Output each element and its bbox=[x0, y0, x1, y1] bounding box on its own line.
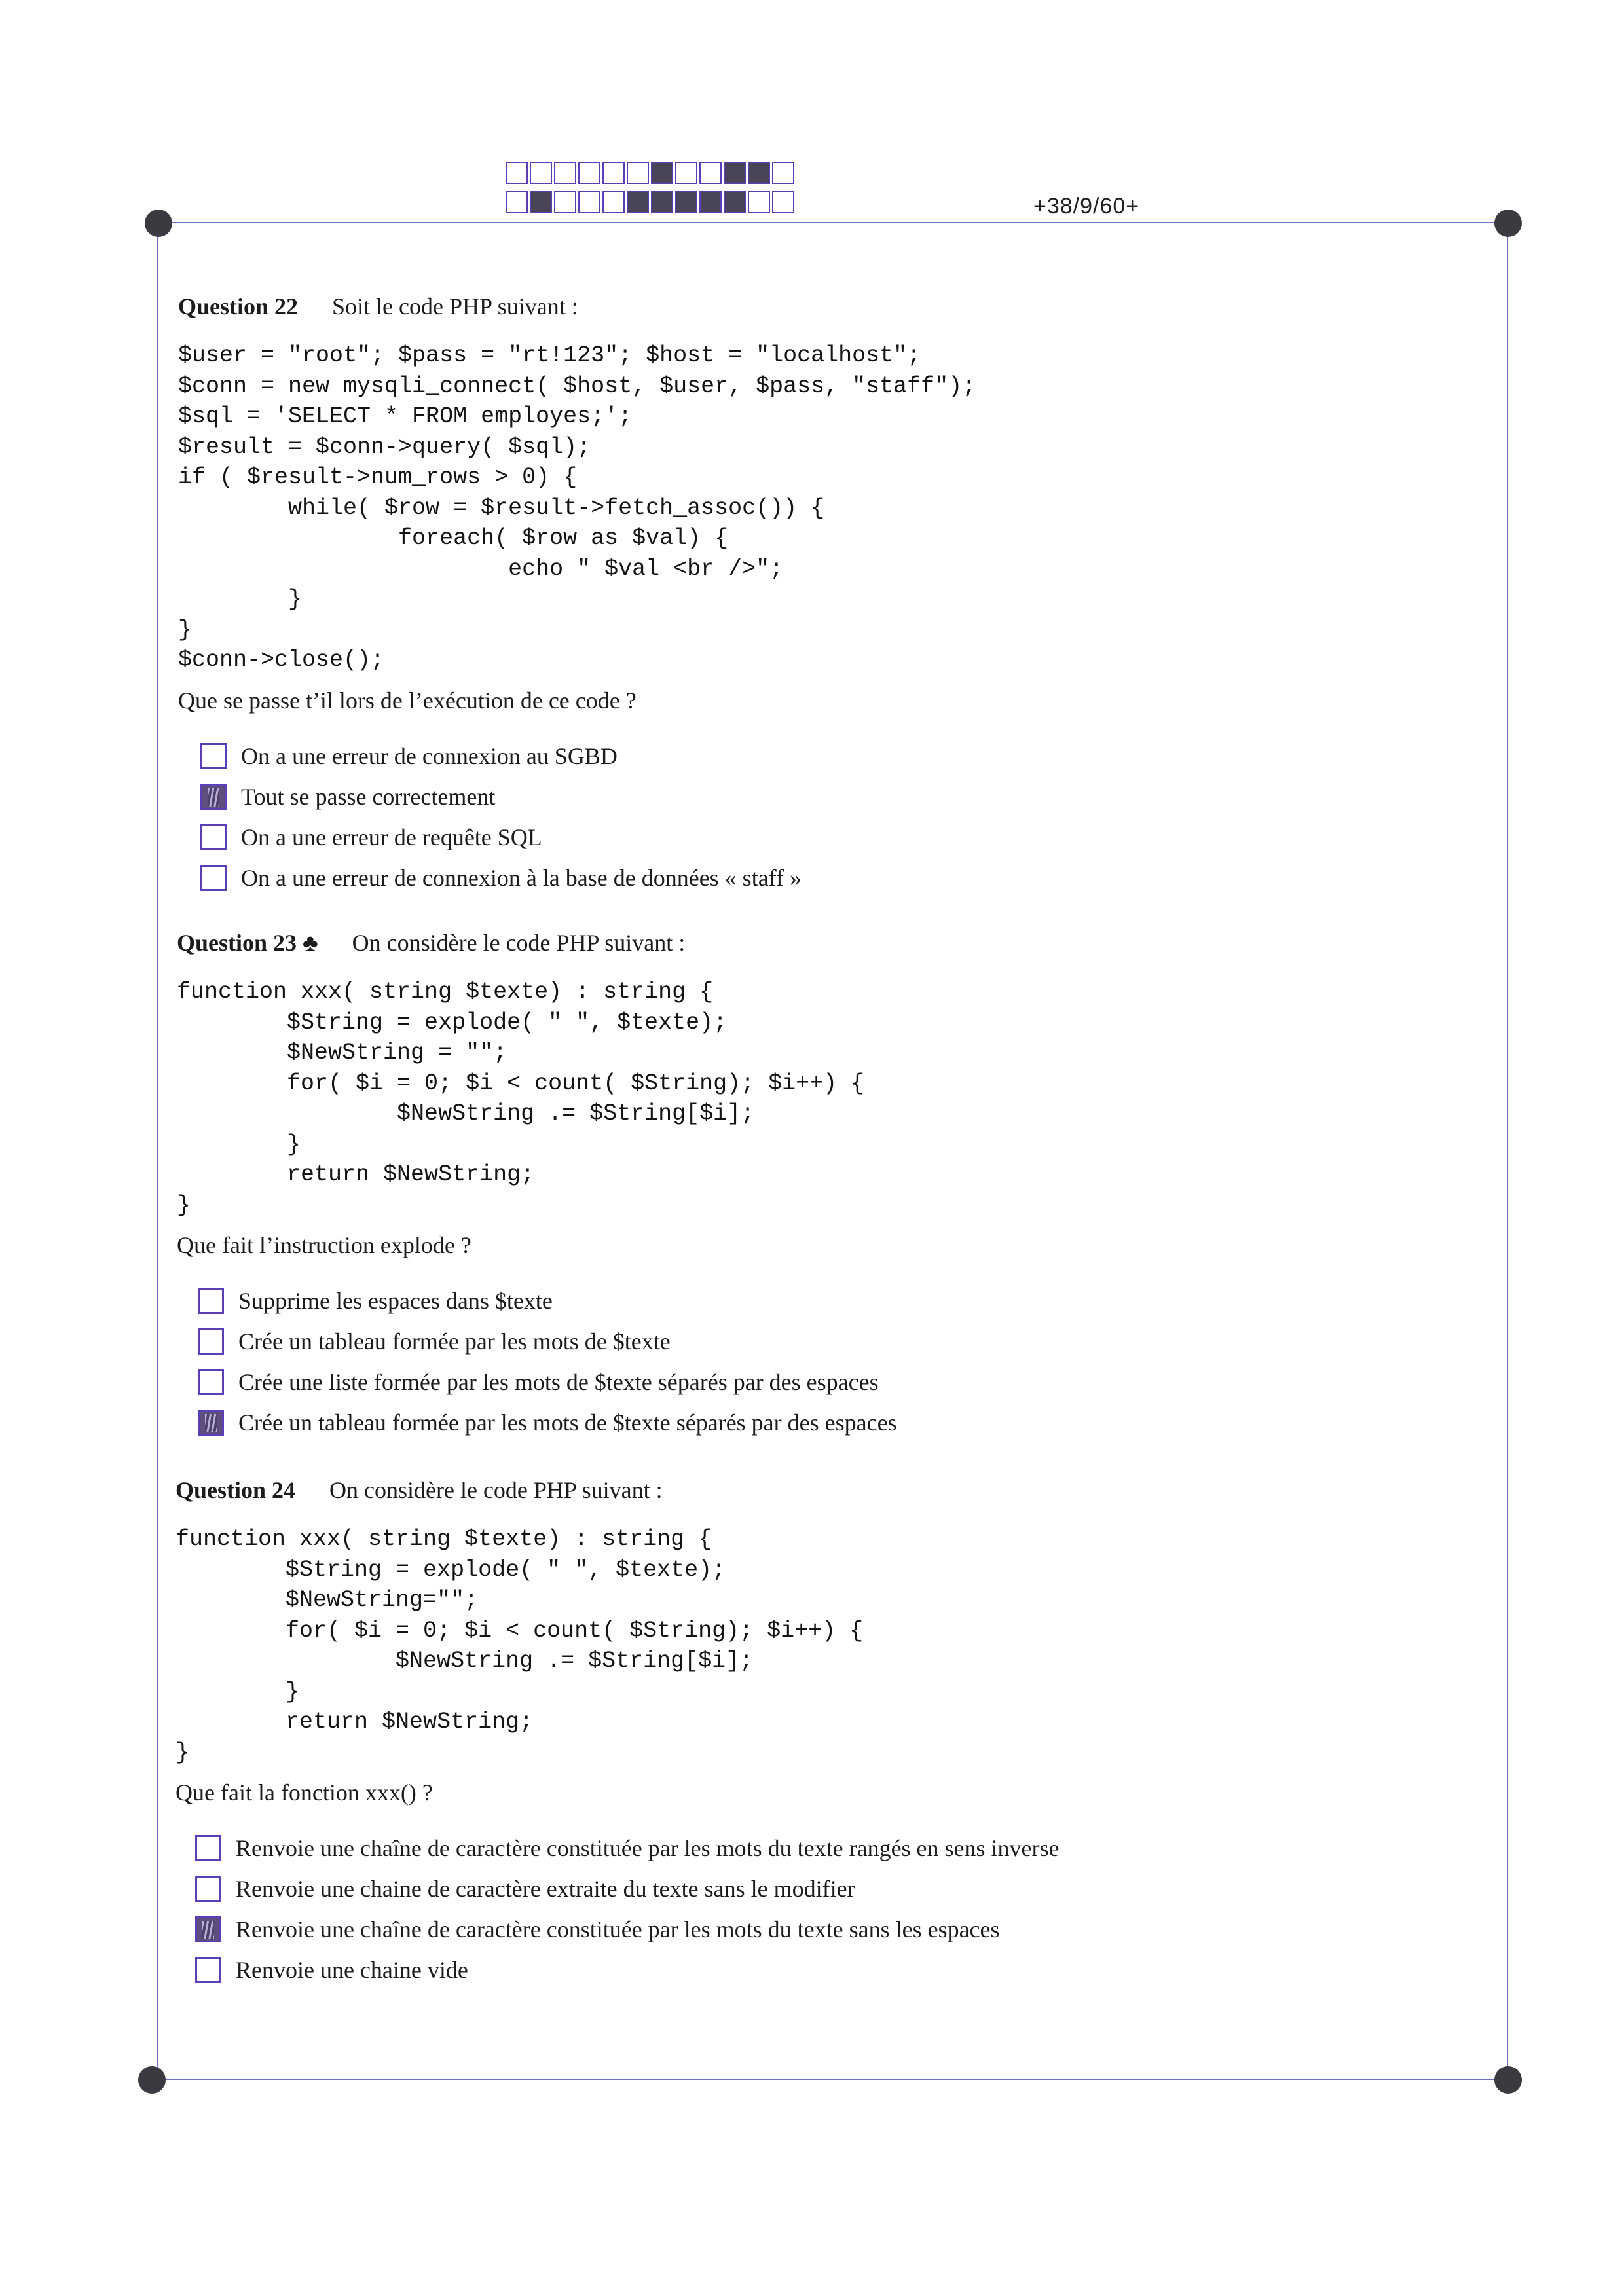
id-grid-cell bbox=[506, 162, 528, 184]
club-icon: ♣ bbox=[303, 930, 318, 956]
question-prompt: Que fait la fonction xxx() ? bbox=[175, 1779, 433, 1806]
id-grid-cell bbox=[530, 162, 552, 184]
question-intro: Soit le code PHP suivant : bbox=[332, 293, 578, 319]
answer-label: Supprime les espaces dans $texte bbox=[238, 1288, 553, 1314]
id-grid-cell bbox=[651, 162, 673, 184]
question-intro: On considère le code PHP suivant : bbox=[352, 930, 686, 956]
code-block: $user = "root"; $pass = "rt!123"; $host = "localhost"; $conn = new mysqli_connect( $host, $user, $pass, "staff"); $sql = 'SELECT * FROM employes;'; $result = $conn->query( $sql); if ( $result->num_rows > 0) { while( $row = $result->fetch_assoc()) { foreach( $row as $val) { echo " $val <br />"; } } $conn->close(); bbox=[178, 342, 976, 673]
id-grid-cell bbox=[602, 162, 625, 184]
question-number bbox=[177, 930, 318, 956]
answer-option[interactable] bbox=[198, 1362, 1421, 1402]
question-24 bbox=[175, 1476, 1420, 1990]
answer-list bbox=[200, 736, 1422, 898]
answer-checkbox[interactable] bbox=[195, 1957, 221, 1983]
answer-checkbox[interactable] bbox=[198, 1328, 224, 1355]
id-grid-cell bbox=[651, 191, 673, 213]
answer-option[interactable] bbox=[195, 1950, 1420, 1990]
answer-checkbox[interactable] bbox=[198, 1410, 224, 1436]
answer-label: Crée une liste formée par les mots de $texte séparés par des espaces bbox=[238, 1369, 879, 1395]
answer-option[interactable] bbox=[200, 858, 1422, 898]
id-grid-cell bbox=[602, 191, 625, 213]
answer-option[interactable] bbox=[200, 736, 1422, 776]
corner-marker-bottom-left bbox=[138, 2066, 166, 2094]
answer-option[interactable] bbox=[198, 1281, 1421, 1321]
question-header bbox=[178, 292, 1422, 321]
answer-label: Renvoie une chaine de caractère extraite du texte sans le modifier bbox=[236, 1876, 855, 1902]
id-grid-cell bbox=[627, 191, 649, 213]
frame-bottom-line bbox=[151, 2079, 1508, 2080]
answer-label: On a une erreur de requête SQL bbox=[241, 824, 542, 850]
answer-list bbox=[198, 1281, 1421, 1443]
frame-left-line bbox=[157, 222, 158, 2079]
question-23 bbox=[177, 928, 1421, 1443]
corner-marker-top-right bbox=[1494, 210, 1522, 237]
id-grid-cell bbox=[748, 191, 770, 213]
answer-checkbox[interactable] bbox=[195, 1876, 221, 1902]
question-prompt: Que fait l’instruction explode ? bbox=[177, 1232, 471, 1258]
id-grid-cell bbox=[724, 191, 746, 213]
code-block: function xxx( string $texte) : string { $String = explode( " ", $texte); $NewString=""; for( $i = 0; $i < count( $String); $i++) { $NewString .= $String[$i]; } return $NewString; } bbox=[175, 1526, 864, 1766]
answer-label: Crée un tableau formée par les mots de $texte séparés par des espaces bbox=[238, 1410, 897, 1436]
question-header bbox=[177, 928, 1421, 957]
question-number: Question 24 bbox=[175, 1477, 296, 1503]
answer-checkbox[interactable] bbox=[200, 824, 227, 850]
answer-option[interactable] bbox=[195, 1909, 1420, 1950]
id-grid-cell bbox=[554, 191, 576, 213]
page-code: +38/9/60+ bbox=[1033, 194, 1140, 219]
frame-right-line bbox=[1507, 222, 1508, 2079]
answer-label: Renvoie une chaine vide bbox=[236, 1957, 468, 1983]
answer-option[interactable] bbox=[195, 1828, 1420, 1868]
answer-label: On a une erreur de connexion au SGBD bbox=[241, 742, 618, 769]
question-header bbox=[175, 1476, 1420, 1504]
answer-option[interactable] bbox=[200, 817, 1422, 858]
answer-label: Renvoie une chaîne de caractère constituée par les mots du texte sans les espaces bbox=[236, 1916, 1000, 1942]
id-grid-cell bbox=[748, 162, 770, 184]
question-prompt: Que se passe t’il lors de l’exécution de ce code ? bbox=[178, 687, 637, 714]
id-grid-cell bbox=[578, 191, 600, 213]
corner-marker-top-left bbox=[145, 210, 172, 237]
id-grid-cell bbox=[578, 162, 600, 184]
answer-label: Crée un tableau formée par les mots de $texte bbox=[238, 1328, 671, 1355]
question-number: Question 22 bbox=[178, 293, 299, 319]
id-grid-cell bbox=[699, 191, 722, 213]
id-grid-cell bbox=[627, 162, 649, 184]
id-grid-cell bbox=[554, 162, 576, 184]
answer-checkbox[interactable] bbox=[195, 1835, 221, 1861]
id-grid-cell bbox=[772, 162, 794, 184]
answer-label: Tout se passe correctement bbox=[241, 783, 496, 810]
id-grid-cell bbox=[699, 162, 722, 184]
id-grid-cell bbox=[772, 191, 794, 213]
answer-checkbox[interactable] bbox=[198, 1369, 224, 1395]
id-grid-cell bbox=[530, 191, 552, 213]
corner-marker-bottom-right bbox=[1494, 2066, 1522, 2094]
answer-option[interactable] bbox=[195, 1868, 1420, 1909]
question-number-text: Question 23 bbox=[177, 930, 297, 956]
answer-label: On a une erreur de connexion à la base de données « staff » bbox=[241, 864, 802, 891]
frame-top-line bbox=[157, 222, 1508, 223]
answer-checkbox[interactable] bbox=[195, 1916, 221, 1942]
id-grid-cell bbox=[506, 191, 528, 213]
answer-list bbox=[195, 1828, 1420, 1990]
id-grid-row bbox=[506, 162, 796, 187]
id-grid-cell bbox=[724, 162, 746, 184]
answer-option[interactable] bbox=[198, 1402, 1421, 1443]
answer-checkbox[interactable] bbox=[200, 865, 227, 891]
id-grid-cell bbox=[675, 191, 697, 213]
id-grid-cell bbox=[675, 162, 697, 184]
answer-checkbox[interactable] bbox=[200, 784, 227, 810]
id-grid-row bbox=[506, 191, 796, 216]
answer-checkbox[interactable] bbox=[200, 743, 227, 769]
question-intro: On considère le code PHP suivant : bbox=[329, 1477, 663, 1503]
student-id-grid bbox=[506, 162, 796, 221]
question-22 bbox=[178, 292, 1422, 898]
answer-label: Renvoie une chaîne de caractère constituée par les mots du texte rangés en sens inverse bbox=[236, 1835, 1060, 1861]
answer-checkbox[interactable] bbox=[198, 1288, 224, 1314]
answer-option[interactable] bbox=[200, 776, 1422, 817]
code-block: function xxx( string $texte) : string { $String = explode( " ", $texte); $NewString = ""; for( $i = 0; $i < count( $String); $i++) { $NewString .= $String[$i]; } return $NewString; } bbox=[177, 979, 865, 1218]
answer-option[interactable] bbox=[198, 1321, 1421, 1362]
